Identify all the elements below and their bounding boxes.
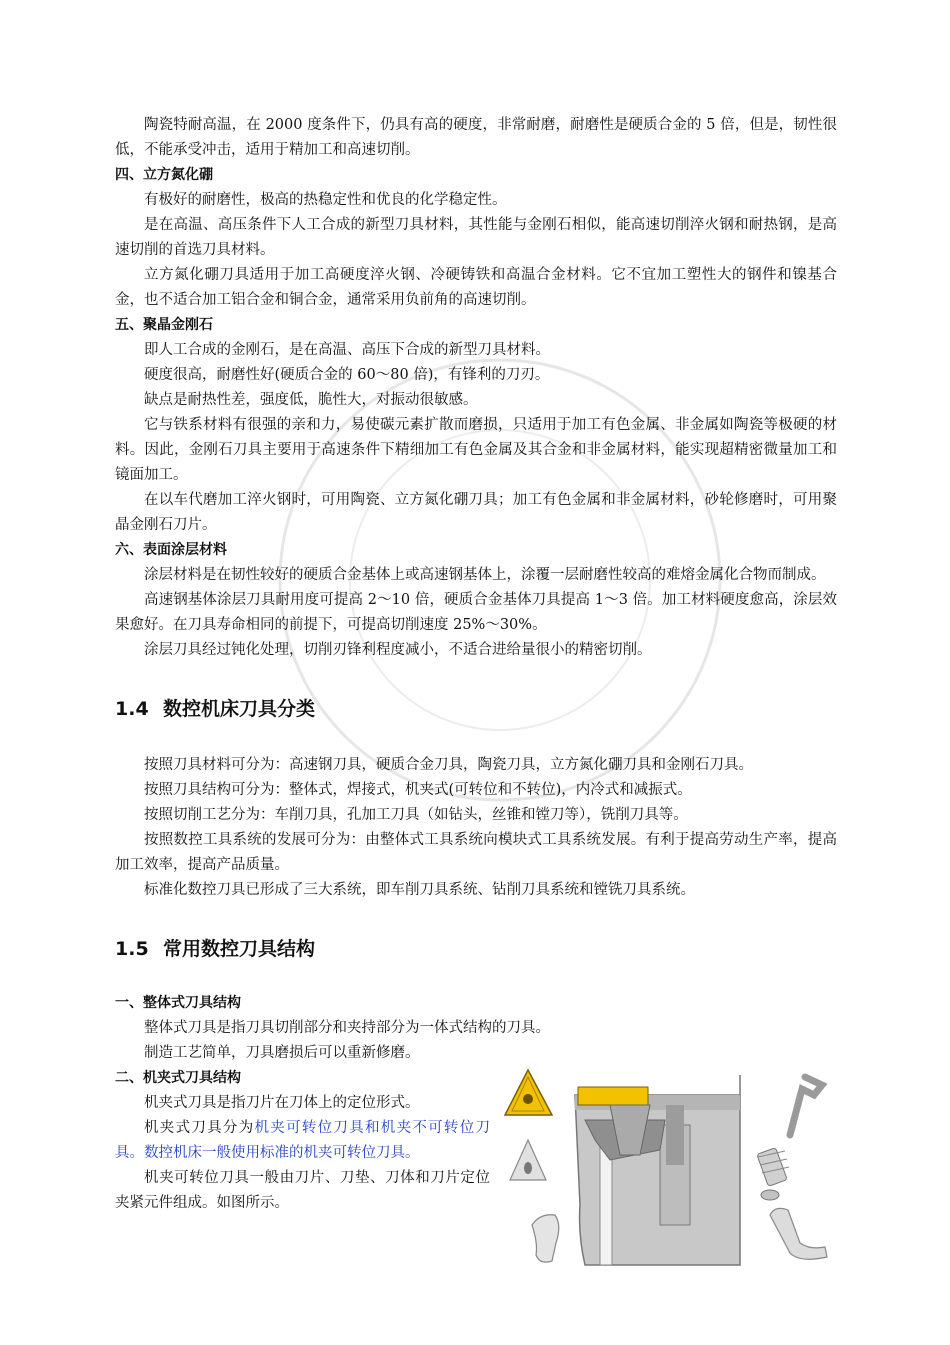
triangular-insert-icon — [505, 1070, 552, 1115]
section-heading-1-4 — [115, 695, 837, 723]
paragraph: 按照切削工艺分为：车削刀具，孔加工刀具（如钻头，丝锥和镗刀等），铣削刀具等。 — [144, 807, 688, 823]
paragraph-text: 机夹式刀具分为 — [144, 1120, 255, 1136]
paragraph: 机夹可转位刀具一般由刀片、刀垫、刀体和刀片定位夹紧元件组成。如图所示。 — [115, 1170, 490, 1211]
paragraph: 它与铁系材料有很强的亲和力，易使碳元素扩散而磨损，只适用于加工有色金属、非金属如陶瓷等极硬的材料。因此，金刚石刀具主要用于高速条件下精细加工有色金属及其合金和非金属材料，能实现超精密微量加工和镜面加工。 — [115, 417, 837, 483]
section-number: 1.5 — [115, 938, 149, 960]
document-body — [115, 113, 837, 1216]
section-title: 数控机床刀具分类 — [163, 698, 316, 720]
paragraph: 按照数控工具系统的发展可分为：由整体式工具系统向模块式工具系统发展。有利于提高劳动生产率，提高加工效率，提高产品质量。 — [115, 832, 837, 873]
heading-solid-tool: 一、整体式刀具结构 — [115, 995, 241, 1011]
heading-pcd: 五、聚晶金刚石 — [115, 317, 213, 333]
heading-clamped-tool: 二、机夹式刀具结构 — [115, 1070, 241, 1086]
paragraph: 立方氮化硼刀具适用于加工高硬度淬火钢、冷硬铸铁和高温合金材料。它不宜加工塑性大的钢件和镍基合金，也不适合加工铝合金和铜合金，通常采用负前角的高速切削。 — [115, 267, 837, 308]
paragraph: 有极好的耐磨性，极高的热稳定性和优良的化学稳定性。 — [144, 192, 507, 208]
paragraph: 高速钢基体涂层刀具耐用度可提高 2～10 倍，硬质合金基体刀具提高 1～3 倍。加工材料硬度愈高，涂层效果愈好。在刀具寿命相同的前提下，可提高切削速度 25%～30%。 — [115, 592, 837, 633]
paragraph: 按照刀具材料可分为：高速钢刀具，硬质合金刀具，陶瓷刀具，立方氮化硼刀具和金刚石刀具。 — [144, 757, 753, 773]
paragraph: 在以车代磨加工淬火钢时，可用陶瓷、立方氮化硼刀具；加工有色金属和非金属材料，砂轮修磨时，可用聚晶金刚石刀片。 — [115, 492, 837, 533]
paragraph: 按照刀具结构可分为：整体式，焊接式，机夹式(可转位和不转位)，内冷式和减振式。 — [144, 782, 692, 798]
indexable-tool-illustration — [500, 1065, 840, 1275]
section-number: 1.4 — [115, 698, 149, 720]
paragraph: 硬度很高，耐磨性好(硬质合金的 60～80 倍)，有锋利的刀刃。 — [144, 367, 550, 383]
hex-key-icon — [790, 1077, 822, 1135]
section-heading-1-5 — [115, 935, 837, 963]
paragraph: 缺点是耐热性差，强度低，脆性大，对振动很敏感。 — [144, 392, 478, 408]
paragraph-with-link — [115, 1116, 490, 1166]
shim-icon — [510, 1140, 546, 1180]
highlighted-text: 机夹可转位刀具和机夹不可转位刀具。数控机床一般使用标准的机夹可转位刀具。 — [115, 1120, 490, 1161]
paragraph-ceramics: 陶瓷特耐高温，在 2000 度条件下，仍具有高的硬度，非常耐磨，耐磨性是硬质合金的 5 倍，但是，韧性很低，不能承受冲击，适用于精加工和高速切削。 — [115, 117, 837, 158]
paragraph: 即人工合成的金刚石，是在高温、高压下合成的新型刀具材料。 — [144, 342, 550, 358]
heading-cbn: 四、立方氮化硼 — [115, 167, 213, 183]
paragraph: 制造工艺简单，刀具磨损后可以重新修磨。 — [144, 1045, 420, 1061]
paragraph: 涂层刀具经过钝化处理，切削刃锋利程度减小，不适合进给量很小的精密切削。 — [144, 642, 652, 658]
paragraph: 机夹式刀具是指刀片在刀体上的定位形式。 — [144, 1095, 420, 1111]
paragraph: 整体式刀具是指刀具切削部分和夹持部分为一体式结构的刀具。 — [144, 1020, 550, 1036]
wrapped-text-column — [115, 1091, 490, 1216]
paragraph: 标准化数控刀具已形成了三大系统，即车削刀具系统、钻削刀具系统和镗铣刀具系统。 — [144, 882, 695, 898]
paragraph: 涂层材料是在韧性较好的硬质合金基体上或高速钢基体上，涂覆一层耐磨性较高的难熔金属化合物而制成。 — [144, 567, 826, 583]
paragraph: 是在高温、高压条件下人工合成的新型刀具材料，其性能与金刚石相似，能高速切削淬火钢和耐热钢，是高速切削的首选刀具材料。 — [115, 217, 837, 258]
clamp-part-icon — [532, 1215, 559, 1262]
screw-icon — [757, 1148, 789, 1200]
heading-coating: 六、表面涂层材料 — [115, 542, 227, 558]
lever-clamp-icon — [770, 1208, 827, 1259]
section-title: 常用数控刀具结构 — [163, 938, 316, 960]
tool-holder-body — [575, 1075, 740, 1265]
